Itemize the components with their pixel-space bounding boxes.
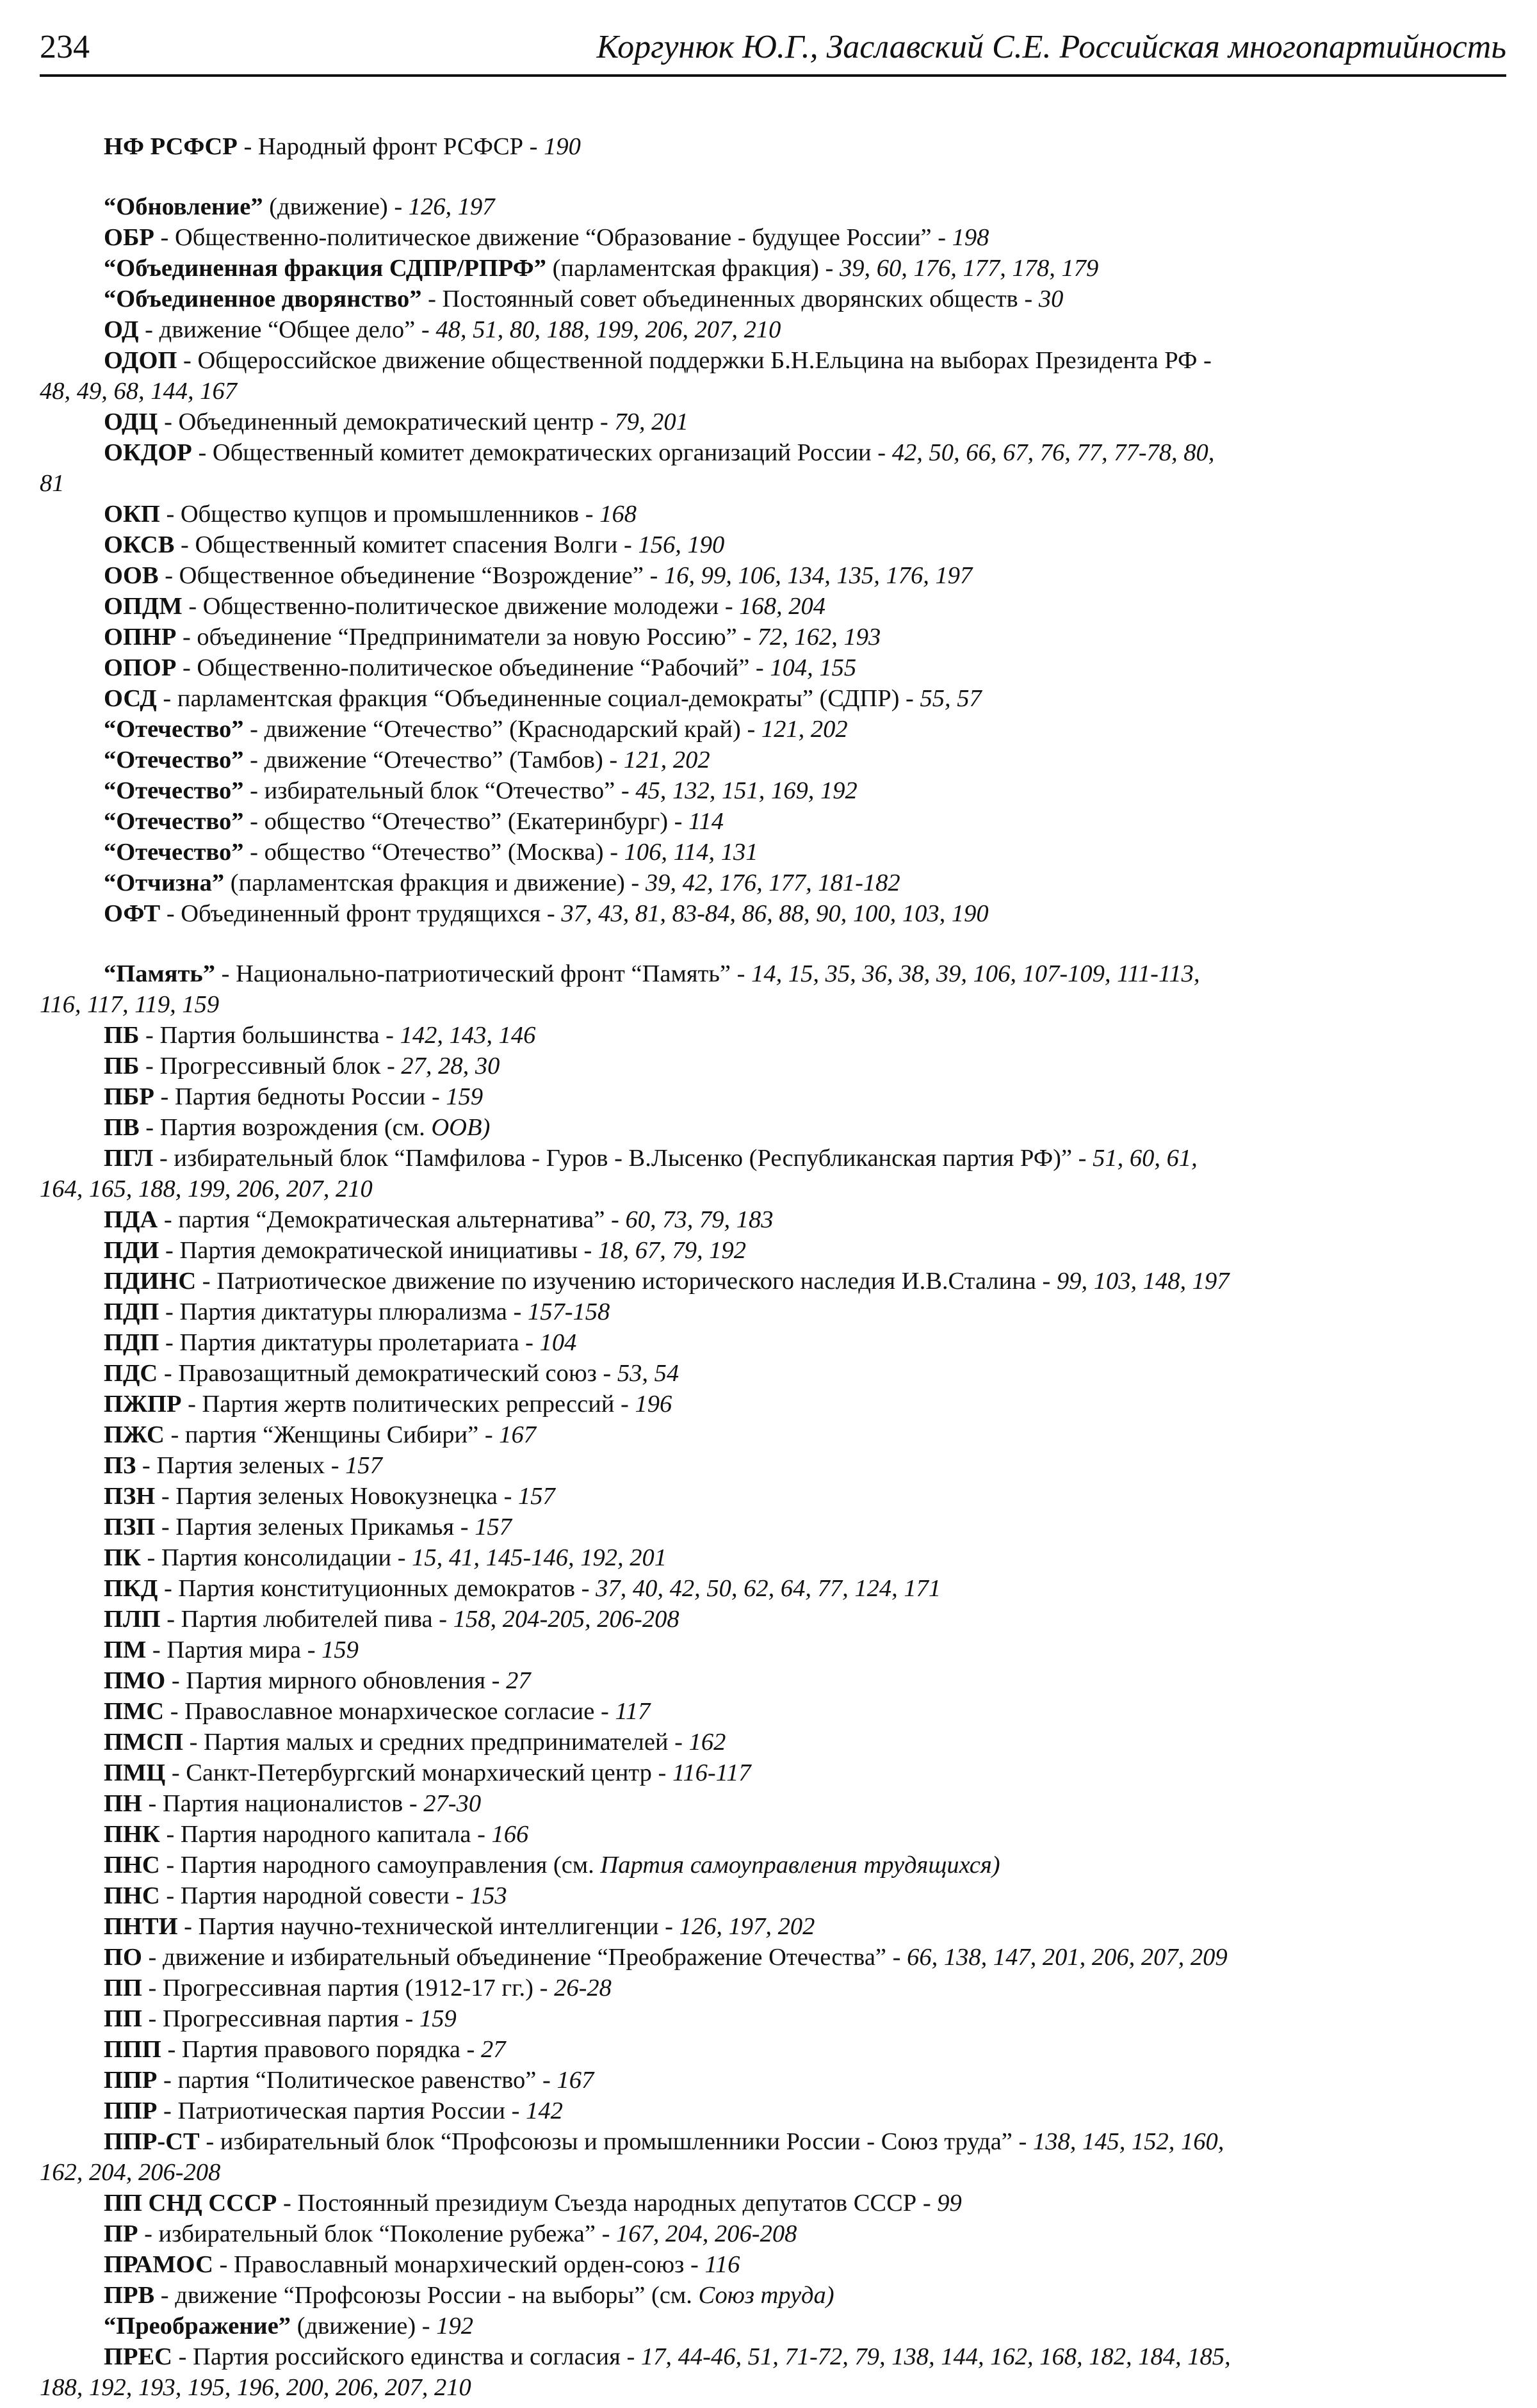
entry-pages: 167 (499, 1421, 537, 1448)
index-entry (40, 837, 1506, 868)
entry-abbreviation: ОКП (104, 501, 160, 528)
index-entry (40, 1512, 1506, 1542)
entry-abbreviation: ПНК (104, 1821, 160, 1848)
entry-description: - Партия народного самоуправления (см. (159, 1852, 601, 1879)
entry-pages: 142, 143, 146 (400, 1022, 536, 1049)
index-entry (40, 560, 1506, 591)
entry-description: - Православный монархический орден-союз - (213, 2251, 705, 2278)
entry-pages: 168, 204 (739, 593, 826, 620)
entry-description: - Партия демократической инициативы - (159, 1237, 599, 1264)
entry-description: - Общественно-политическое движение “Образование - будущее России” - (154, 224, 952, 251)
entry-pages: 157 (345, 1452, 382, 1479)
entry-description: - Партия конституционных демократов - (158, 1575, 596, 1602)
entry-pages: 126, 197, 202 (679, 1913, 815, 1940)
entry-abbreviation: ОСД (104, 685, 157, 712)
index-entry (40, 1542, 1506, 1573)
entry-abbreviation: ОКДОР (104, 439, 192, 466)
entry-abbreviation: ПВ (104, 1114, 140, 1141)
entry-abbreviation: ПДИНС (104, 1268, 197, 1295)
page-number: 234 (40, 29, 90, 65)
entry-pages: 27-30 (423, 1790, 482, 1817)
entry-description: - Санкт-Петербургский монархический центр - (165, 1759, 672, 1786)
entry-pages: 15, 41, 145-146, 192, 201 (412, 1544, 667, 1571)
entry-description: - партия “Демократическая альтернатива” - (158, 1206, 626, 1233)
index-entry (40, 714, 1506, 745)
index-entry (40, 437, 1506, 499)
entry-description: - Партия националистов - (142, 1790, 424, 1817)
entry-description: - Партия народного капитала - (159, 1821, 492, 1848)
entry-description: - Партия научно-технической интеллигенции - (177, 1913, 679, 1940)
entry-description: - Постоянный президиум Съезда народных депутатов СССР - (277, 2190, 938, 2217)
entry-description: - Общероссийское движение общественной поддержки Б.Н.Ельцина на выборах Президента РФ - (177, 347, 1212, 374)
entry-pages: 157-158 (527, 1298, 610, 1325)
entry-pages: 51, 60, 61, (1093, 1145, 1198, 1172)
entry-abbreviation: ПДА (104, 1206, 158, 1233)
entry-abbreviation: “Преображение” (104, 2313, 291, 2339)
index-entry (40, 1419, 1506, 1450)
entry-pages: 39, 60, 176, 177, 178, 179 (839, 255, 1099, 282)
entry-abbreviation: ПН (104, 1790, 142, 1817)
index-entry (40, 1235, 1506, 1266)
entry-description: - Партия бедноты России - (154, 1083, 446, 1110)
entry-description: - Народный фронт РСФСР - (237, 133, 544, 160)
entry-abbreviation: “Отчизна” (104, 869, 225, 896)
entry-abbreviation: ОКСВ (104, 531, 175, 558)
entry-abbreviation: ПКД (104, 1575, 158, 1602)
entry-pages: 167 (557, 2067, 594, 2094)
entry-abbreviation: ОФТ (104, 900, 161, 927)
index-entry (40, 622, 1506, 652)
entry-pages-continued: 162, 204, 206-208 (40, 2159, 221, 2186)
entry-abbreviation: ПГЛ (104, 1145, 154, 1172)
entry-pages: 138, 145, 152, 160, (1032, 2128, 1224, 2155)
index-entry (40, 314, 1506, 345)
entry-pages: 48, 51, 80, 188, 199, 206, 207, 210 (435, 316, 781, 343)
index-entry (40, 1051, 1506, 1081)
entry-description: - Партия зеленых Новокузнецка - (155, 1483, 519, 1510)
entry-pages: 30 (1038, 286, 1064, 312)
index-entry (40, 2065, 1506, 2096)
entry-abbreviation: ПМСП (104, 1729, 184, 1756)
index-entry (40, 1112, 1506, 1143)
entry-pages: Партия самоуправления трудящихся) (600, 1852, 1000, 1879)
entry-abbreviation: ПДП (104, 1329, 159, 1356)
entry-description: - партия “Политическое равенство” - (157, 2067, 557, 2094)
entry-abbreviation: ПП (104, 2005, 142, 2032)
entry-abbreviation: ПЗ (104, 1452, 136, 1479)
entry-pages: 126, 197 (408, 193, 495, 220)
index-entry (40, 1297, 1506, 1327)
entry-description: - избирательный блок “Профсоюзы и промышленники России - Союз труда” - (199, 2128, 1033, 2155)
entry-pages: 17, 44-46, 51, 71-72, 79, 138, 144, 162, 168, 182, 184, 185, (640, 2343, 1231, 2370)
entry-abbreviation: ПП СНД СССР (104, 2190, 277, 2217)
entry-abbreviation: ПРЕС (104, 2343, 172, 2370)
index-entry (40, 2280, 1506, 2311)
index-entry (40, 191, 1506, 222)
entry-abbreviation: ПНС (104, 1882, 160, 1909)
entry-abbreviation: ППР (104, 2097, 158, 2124)
entry-description: (парламентская фракция и движение) - (224, 869, 646, 896)
index-entry (40, 898, 1506, 929)
index-entry (40, 499, 1506, 529)
index-entry (40, 2003, 1506, 2034)
index-entry (40, 1450, 1506, 1481)
index-entry (40, 1204, 1506, 1235)
entry-pages: 162 (688, 1729, 726, 1756)
entry-abbreviation: ПДС (104, 1360, 158, 1387)
entry-description: (парламентская фракция) - (546, 255, 840, 282)
index-entry (40, 868, 1506, 898)
entry-pages: 79, 201 (614, 408, 688, 435)
index-entry (40, 1081, 1506, 1112)
index-entry (40, 1973, 1506, 2003)
entry-pages: 198 (952, 224, 989, 251)
entry-pages: 27 (506, 1667, 531, 1694)
entry-abbreviation: ПМЦ (104, 1759, 166, 1786)
entry-description: - движение “Профсоюзы России - на выборы” (см. (154, 2282, 699, 2309)
entry-description: - парламентская фракция “Объединенные социал-демократы” (СДПР) - (156, 685, 920, 712)
entry-abbreviation: ПБ (104, 1053, 140, 1079)
entry-description: - Патриотическое движение по изучению исторического наследия И.В.Сталина - (196, 1268, 1057, 1295)
entry-pages: Союз труда) (698, 2282, 834, 2309)
index-entry (40, 1266, 1506, 1297)
entry-pages: 27 (480, 2036, 506, 2063)
entry-pages: 42, 50, 66, 67, 76, 77, 77-78, 80, (891, 439, 1215, 466)
entry-abbreviation: ПНТИ (104, 1913, 178, 1940)
page-header (40, 23, 1506, 77)
entry-abbreviation: НФ РСФСР (104, 133, 238, 160)
entry-abbreviation: ПРАМОС (104, 2251, 213, 2278)
entry-description: - Православное монархическое согласие - (164, 1698, 615, 1725)
index-entry (40, 2341, 1506, 2403)
entry-abbreviation: “Объединенная фракция СДПР/РПРФ” (104, 255, 546, 282)
entry-description: - Партия жертв политических репрессий - (181, 1391, 635, 1418)
entry-description: - избирательный блок “Поколение рубежа” - (138, 2220, 617, 2247)
index-entry (40, 1911, 1506, 1942)
entry-pages: 121, 202 (623, 747, 710, 773)
entry-abbreviation: “Обновление” (104, 193, 263, 220)
entry-pages-continued: 188, 192, 193, 195, 196, 200, 206, 207, 210 (40, 2374, 471, 2401)
index-entry (40, 1573, 1506, 1604)
entry-pages: 104 (539, 1329, 577, 1356)
entry-abbreviation: ПЖС (104, 1421, 165, 1448)
index-list (40, 131, 1506, 2403)
index-entry (40, 2126, 1506, 2188)
entry-abbreviation: ПМ (104, 1636, 147, 1663)
entry-pages: 142 (526, 2097, 563, 2124)
entry-abbreviation: ППП (104, 2036, 161, 2063)
entry-description: - движение “Отечество” (Краснодарский край) - (243, 716, 761, 743)
entry-pages: 37, 40, 42, 50, 62, 64, 77, 124, 171 (596, 1575, 941, 1602)
entry-abbreviation: ОПНР (104, 624, 177, 650)
index-entry (40, 1942, 1506, 1973)
entry-description: - Партия правового порядка - (161, 2036, 481, 2063)
entry-abbreviation: ПЖПР (104, 1391, 182, 1418)
index-entry (40, 253, 1506, 284)
index-entry (40, 1727, 1506, 1758)
entry-description: - партия “Женщины Сибири” - (164, 1421, 500, 1448)
entry-description: - Партия народной совести - (159, 1882, 470, 1909)
entry-pages: 167, 204, 206-208 (616, 2220, 797, 2247)
entry-description: - Объединенный демократический центр - (158, 408, 615, 435)
entry-description: - Партия зеленых - (136, 1452, 346, 1479)
entry-abbreviation: “Память” (104, 960, 216, 987)
entry-pages: 156, 190 (638, 531, 725, 558)
entry-description: - движение “Отечество” (Тамбов) - (243, 747, 624, 773)
entry-pages-continued: 48, 49, 68, 144, 167 (40, 378, 237, 405)
entry-pages: 192 (436, 2313, 473, 2339)
entry-description: - Партия зеленых Прикамья - (155, 1514, 475, 1540)
entry-pages: 117 (615, 1698, 651, 1725)
entry-pages: 168 (599, 501, 637, 528)
index-entry (40, 683, 1506, 714)
entry-description: - избирательный блок “Отечество” - (243, 777, 636, 804)
index-entry (40, 1358, 1506, 1389)
index-entry (40, 1880, 1506, 1911)
entry-pages: 53, 54 (617, 1360, 679, 1387)
index-entry (40, 2034, 1506, 2065)
entry-abbreviation: ОПОР (104, 654, 177, 681)
entry-pages: 39, 42, 176, 177, 181-182 (645, 869, 900, 896)
entry-abbreviation: ПНС (104, 1852, 160, 1879)
entry-pages: 27, 28, 30 (401, 1053, 500, 1079)
entry-abbreviation: ОПДМ (104, 593, 183, 620)
entry-pages: 196 (635, 1391, 672, 1418)
entry-pages: 104, 155 (770, 654, 857, 681)
entry-abbreviation: ПРВ (104, 2282, 155, 2309)
entry-abbreviation: ООВ (104, 562, 159, 589)
index-entry (40, 2311, 1506, 2341)
entry-abbreviation: ПМС (104, 1698, 165, 1725)
index-entry (40, 1850, 1506, 1880)
entry-abbreviation: “Отечество” (104, 808, 244, 835)
entry-pages: 114 (688, 808, 724, 835)
entry-pages-continued: 164, 165, 188, 199, 206, 207, 210 (40, 1176, 373, 1202)
entry-description: - Общественное объединение “Возрождение” - (158, 562, 664, 589)
entry-description: - Патриотическая партия России - (157, 2097, 526, 2124)
index-entry (40, 1758, 1506, 1788)
entry-abbreviation: ПЗН (104, 1483, 156, 1510)
entry-description: - Прогрессивный блок - (139, 1053, 402, 1079)
index-entry (40, 407, 1506, 437)
entry-pages: ООВ) (431, 1114, 491, 1141)
entry-description: - объединение “Предприниматели за новую Россию” - (176, 624, 758, 650)
index-entry (40, 1327, 1506, 1358)
entry-abbreviation: ОБР (104, 224, 154, 251)
entry-abbreviation: “Отечество” (104, 777, 244, 804)
entry-pages: 72, 162, 193 (757, 624, 881, 650)
entry-pages: 166 (491, 1821, 529, 1848)
entry-abbreviation: ПБ (104, 1022, 140, 1049)
index-entry (40, 1604, 1506, 1635)
entry-pages: 116-117 (672, 1759, 751, 1786)
entry-description: (движение) - (291, 2313, 437, 2339)
entry-pages-continued: 116, 117, 119, 159 (40, 991, 220, 1018)
entry-description: - движение “Общее дело” - (138, 316, 436, 343)
index-entry (40, 131, 1506, 162)
index-entry (40, 1389, 1506, 1419)
entry-pages: 99, 103, 148, 197 (1056, 1268, 1230, 1295)
entry-abbreviation: “Объединенное дворянство” (104, 286, 422, 312)
index-entry (40, 1481, 1506, 1512)
entry-description: (движение) - (263, 193, 409, 220)
entry-pages: 60, 73, 79, 183 (625, 1206, 774, 1233)
entry-description: - Партия российского единства и согласия - (172, 2343, 641, 2370)
index-entry (40, 1635, 1506, 1665)
entry-description: - Общественный комитет спасения Волги - (174, 531, 638, 558)
entry-description: - Партия малых и средних предпринимателей - (183, 1729, 689, 1756)
entry-abbreviation: ОД (104, 316, 139, 343)
entry-pages-continued: 81 (40, 470, 65, 497)
entry-abbreviation: ПДИ (104, 1237, 159, 1264)
index-entry (40, 345, 1506, 407)
entry-description: - избирательный блок “Памфилова - Гуров - В.Лысенко (Республиканская партия РФ)” - (153, 1145, 1093, 1172)
index-entry (40, 652, 1506, 683)
entry-description: - Общество купцов и промышленников - (159, 501, 600, 528)
index-entry (40, 2096, 1506, 2126)
entry-pages: 121, 202 (761, 716, 848, 743)
entry-pages: 158, 204-205, 206-208 (453, 1606, 679, 1633)
entry-abbreviation: ППР-СТ (104, 2128, 200, 2155)
index-entry (40, 1665, 1506, 1696)
index-entry (40, 222, 1506, 253)
entry-pages: 26-28 (554, 1975, 612, 2001)
index-entry (40, 806, 1506, 837)
entry-pages: 159 (419, 2005, 457, 2032)
index-entry (40, 1696, 1506, 1727)
entry-abbreviation: ПЗП (104, 1514, 156, 1540)
index-entry (40, 1020, 1506, 1051)
entry-description: - движение и избирательный объединение “Преображение Отечества” - (142, 1944, 907, 1971)
entry-pages: 18, 67, 79, 192 (598, 1237, 747, 1264)
entry-pages: 157 (475, 1514, 512, 1540)
entry-description: - Объединенный фронт трудящихся - (160, 900, 562, 927)
index-entry (40, 529, 1506, 560)
index-entry (40, 1143, 1506, 1204)
index-entry (40, 2188, 1506, 2218)
entry-abbreviation: ОДЦ (104, 408, 158, 435)
entry-description: - Партия мира - (146, 1636, 322, 1663)
entry-abbreviation: ПЛП (104, 1606, 161, 1633)
entry-abbreviation: ПП (104, 1975, 142, 2001)
entry-description: - Партия мирного обновления - (165, 1667, 507, 1694)
index-entry (40, 591, 1506, 622)
entry-description: - Прогрессивная партия - (142, 2005, 419, 2032)
entry-pages: 157 (518, 1483, 555, 1510)
index-entry (40, 1819, 1506, 1850)
entry-description: - Правозащитный демократический союз - (158, 1360, 617, 1387)
entry-pages: 16, 99, 106, 134, 135, 176, 197 (664, 562, 973, 589)
entry-pages: 55, 57 (920, 685, 982, 712)
entry-abbreviation: “Отечество” (104, 716, 244, 743)
entry-abbreviation: ПР (104, 2220, 138, 2247)
entry-description: - Партия большинства - (139, 1022, 400, 1049)
entry-abbreviation: ПБР (104, 1083, 154, 1110)
entry-abbreviation: ПО (104, 1944, 142, 1971)
index-entry (40, 958, 1506, 1020)
running-title: Коргунюк Ю.Г., Заславский С.Е. Российская многопартийность (596, 29, 1506, 65)
index-entry (40, 775, 1506, 806)
entry-pages: 45, 132, 151, 169, 192 (635, 777, 858, 804)
entry-abbreviation: “Отечество” (104, 839, 244, 866)
entry-abbreviation: ПК (104, 1544, 141, 1571)
entry-abbreviation: ОДОП (104, 347, 177, 374)
entry-pages: 99 (937, 2190, 962, 2217)
entry-abbreviation: ППР (104, 2067, 158, 2094)
entry-description: - Прогрессивная партия (1912-17 гг.) - (142, 1975, 555, 2001)
entry-pages: 106, 114, 131 (624, 839, 758, 866)
index-entry (40, 2218, 1506, 2249)
entry-description: - Общественно-политическое объединение “Рабочий” - (176, 654, 770, 681)
entry-abbreviation: ПДП (104, 1298, 159, 1325)
entry-description: - Партия любителей пива - (160, 1606, 453, 1633)
entry-pages: 14, 15, 35, 36, 38, 39, 106, 107-109, 111-113, (751, 960, 1200, 987)
entry-description: - Общественно-политическое движение молодежи - (182, 593, 740, 620)
entry-pages: 37, 43, 81, 83-84, 86, 88, 90, 100, 103, 190 (561, 900, 989, 927)
entry-description: - Партия диктатуры пролетариата - (159, 1329, 540, 1356)
index-entry (40, 2249, 1506, 2280)
entry-description: - Постоянный совет объединенных дворянских обществ - (421, 286, 1039, 312)
index-entry (40, 284, 1506, 314)
index-entry (40, 745, 1506, 775)
index-entry (40, 1788, 1506, 1819)
entry-pages: 153 (469, 1882, 507, 1909)
entry-abbreviation: ПМО (104, 1667, 166, 1694)
entry-description: - общество “Отечество” (Москва) - (243, 839, 624, 866)
entry-pages: 159 (321, 1636, 359, 1663)
entry-pages: 190 (544, 133, 581, 160)
entry-pages: 66, 138, 147, 201, 206, 207, 209 (907, 1944, 1228, 1971)
entry-description: - Общественный комитет демократических организаций России - (191, 439, 892, 466)
entry-description: - Партия консолидации - (140, 1544, 412, 1571)
entry-description: - Партия возрождения (см. (139, 1114, 432, 1141)
entry-description: - Национально-патриотический фронт “Память” - (215, 960, 752, 987)
entry-pages: 116 (704, 2251, 740, 2278)
entry-pages: 159 (446, 1083, 484, 1110)
entry-description: - общество “Отечество” (Екатеринбург) - (243, 808, 689, 835)
entry-description: - Партия диктатуры плюрализма - (159, 1298, 528, 1325)
entry-abbreviation: “Отечество” (104, 747, 244, 773)
